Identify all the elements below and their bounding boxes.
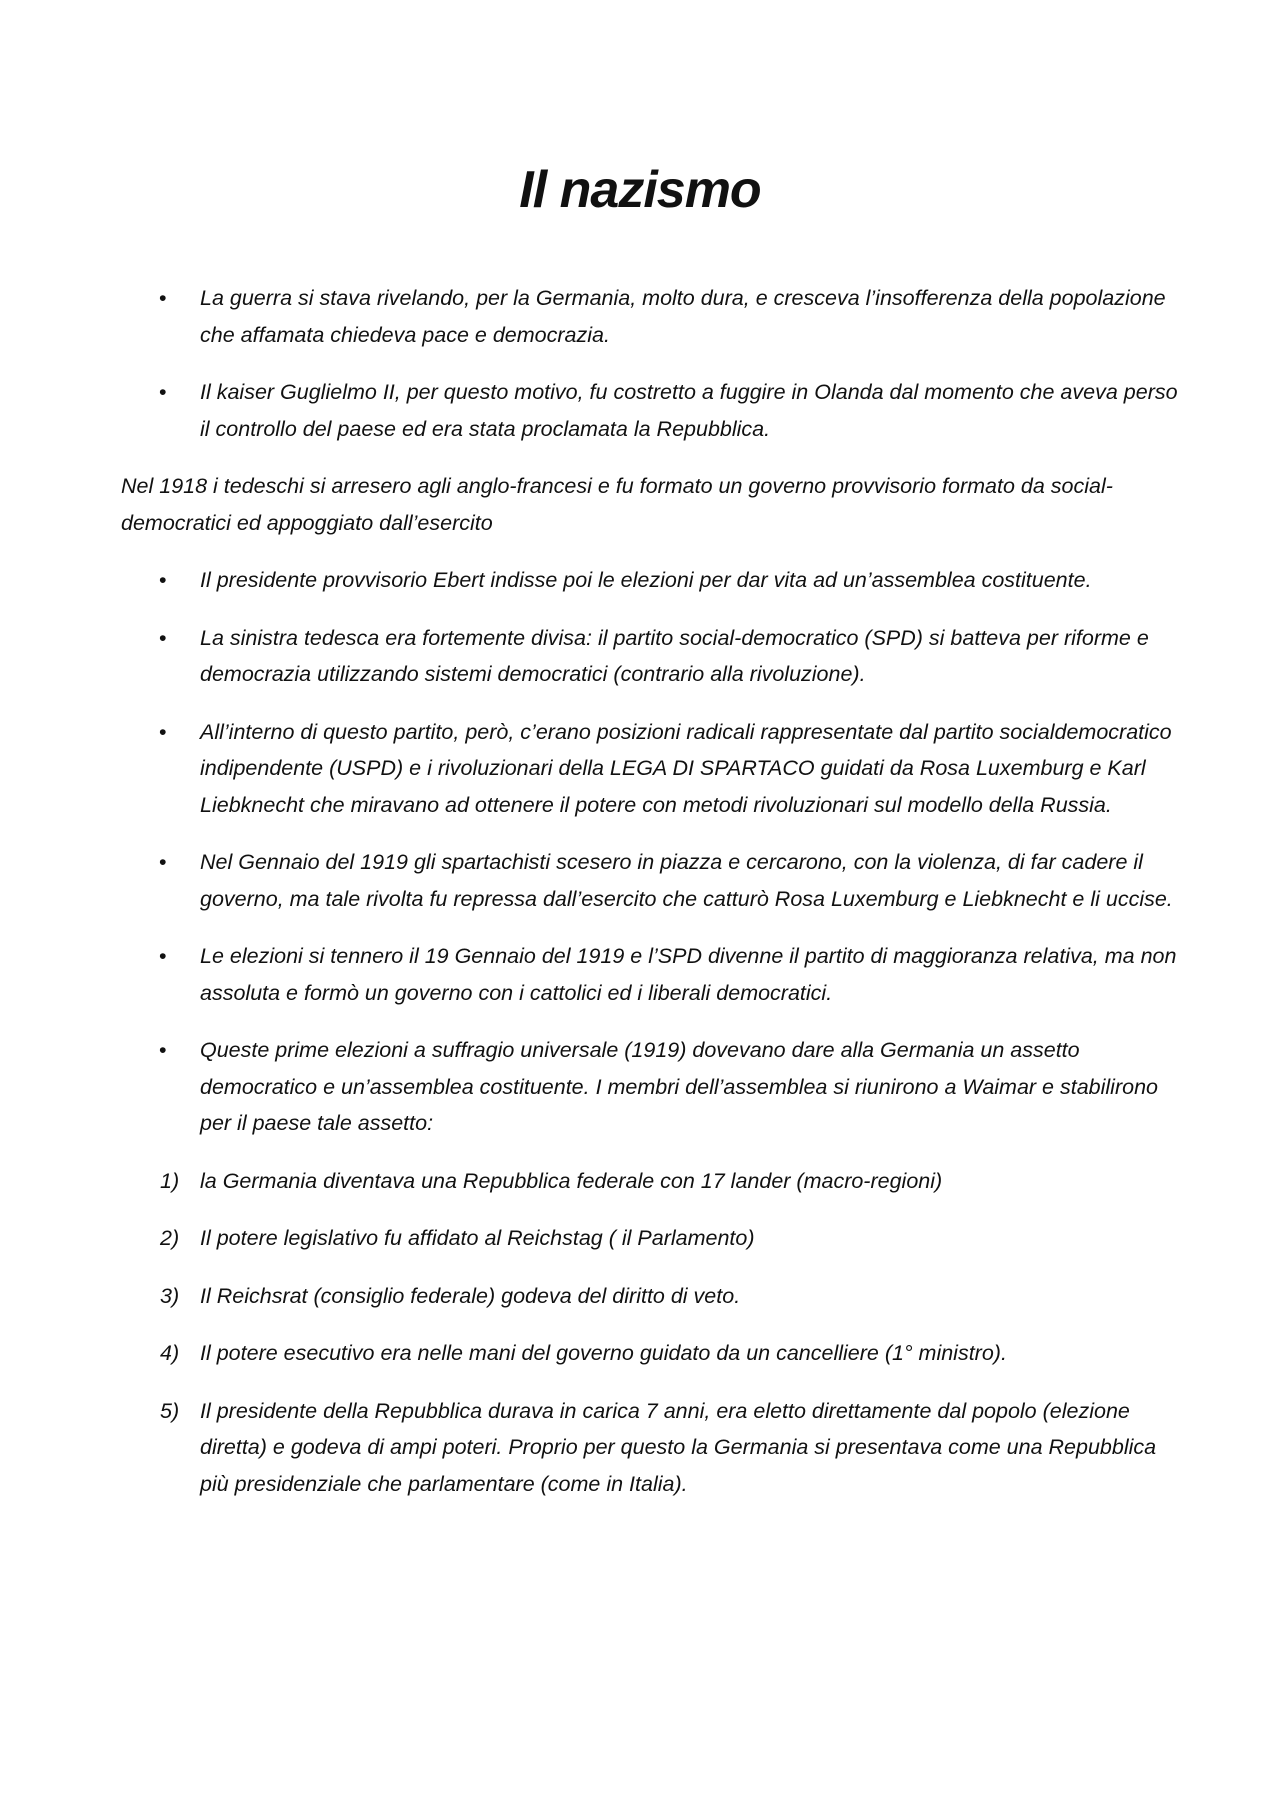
bullet-icon: • (159, 380, 167, 404)
bullet-text: Il kaiser Guglielmo II, per questo motivo, fu costretto a fuggire in Olanda dal momento che aveva perso il controllo del paese ed era stata proclamata la Repubblica. (200, 380, 1178, 441)
bullet-text: Queste prime elezioni a suffragio universale (1919) dovevano dare alla Germania un assetto democratico e un’assemblea costituente. I membri dell’assemblea si riunirono a Waimar e stabilirono per il paese tale assetto: (200, 1038, 1158, 1135)
numbered-item (121, 1220, 1181, 1257)
bullet-icon: • (159, 719, 167, 744)
bullet-item (121, 280, 1181, 353)
list-number: 1) (160, 1168, 180, 1193)
body-paragraph: Nel 1918 i tedeschi si arresero agli anglo-francesi e fu formato un governo provvisorio formato da social-democratici ed appoggiato dall’esercito (121, 474, 1113, 535)
list-number: 5) (160, 1398, 180, 1423)
numbered-text: Il Reichsrat (consiglio federale) godeva del diritto di veto. (200, 1283, 741, 1308)
numbered-item (121, 1163, 1181, 1200)
list-number: 4) (160, 1341, 180, 1365)
bullet-item (121, 938, 1181, 1011)
bullet-item (121, 844, 1181, 917)
bullet-icon: • (159, 286, 167, 310)
numbered-text: Il potere esecutivo era nelle mani del governo guidato da un cancelliere (1° ministro). (200, 1341, 1007, 1365)
bullet-item (121, 620, 1181, 693)
bullet-text: Il presidente provvisorio Ebert indisse poi le elezioni per dar vita ad un’assemblea costituente. (200, 568, 1092, 592)
numbered-item (121, 1278, 1181, 1315)
numbered-text: la Germania diventava una Repubblica federale con 17 lander (macro-regioni) (200, 1168, 943, 1193)
list-number: 3) (160, 1283, 180, 1308)
numbered-item (121, 1393, 1181, 1503)
document-body (121, 280, 1181, 1523)
bullet-item (121, 374, 1181, 447)
bullet-text: La guerra si stava rivelando, per la Germania, molto dura, e cresceva l’insofferenza della popolazione che affamata chiedeva pace e democrazia. (200, 286, 1166, 347)
list-number: 2) (160, 1226, 180, 1250)
bullet-item (121, 562, 1181, 599)
bullet-text: All’interno di questo partito, però, c’erano posizioni radicali rappresentate dal partito socialdemocratico indipendente (USPD) e i rivoluzionari della LEGA DI SPARTACO guidati da Rosa Luxemburg e Karl Liebknecht che miravano ad ottenere il potere con metodi rivoluzionari sul modello della Russia. (200, 719, 1172, 817)
numbered-text: Il potere legislativo fu affidato al Reichstag ( il Parlamento) (200, 1226, 755, 1250)
bullet-text: La sinistra tedesca era fortemente divisa: il partito social-democratico (SPD) si batteva per riforme e democrazia utilizzando sistemi democratici (contrario alla rivoluzione). (200, 625, 1149, 686)
numbered-item (121, 1335, 1181, 1372)
bullet-list-intro (121, 280, 1181, 447)
bullet-icon: • (159, 850, 167, 874)
bullet-icon: • (159, 625, 167, 650)
bullet-text: Nel Gennaio del 1919 gli spartachisti scesero in piazza e cercarono, con la violenza, di far cadere il governo, ma tale rivolta fu repressa dall’esercito che catturò Rosa Luxemburg e Liebknecht e li uccise. (200, 850, 1173, 911)
bullet-icon: • (159, 944, 167, 968)
bullet-icon: • (159, 1038, 167, 1062)
bullet-text: Le elezioni si tennero il 19 Gennaio del 1919 e l’SPD divenne il partito di maggioranza relativa, ma non assoluta e formò un governo con i cattolici ed i liberali democratici. (200, 944, 1177, 1005)
bullet-item (121, 714, 1181, 824)
document-title: Il nazismo (519, 161, 761, 219)
numbered-text: Il presidente della Repubblica durava in carica 7 anni, era eletto direttamente dal popolo (elezione diretta) e godeva di ampi poteri. Proprio per questo la Germania si presentava come una Repubblica più presidenziale che parlamentare (come in Italia). (200, 1398, 1157, 1496)
bullet-item (121, 1032, 1181, 1142)
bullet-list-main (121, 562, 1181, 1142)
bullet-icon: • (159, 568, 167, 592)
numbered-list (121, 1163, 1181, 1503)
